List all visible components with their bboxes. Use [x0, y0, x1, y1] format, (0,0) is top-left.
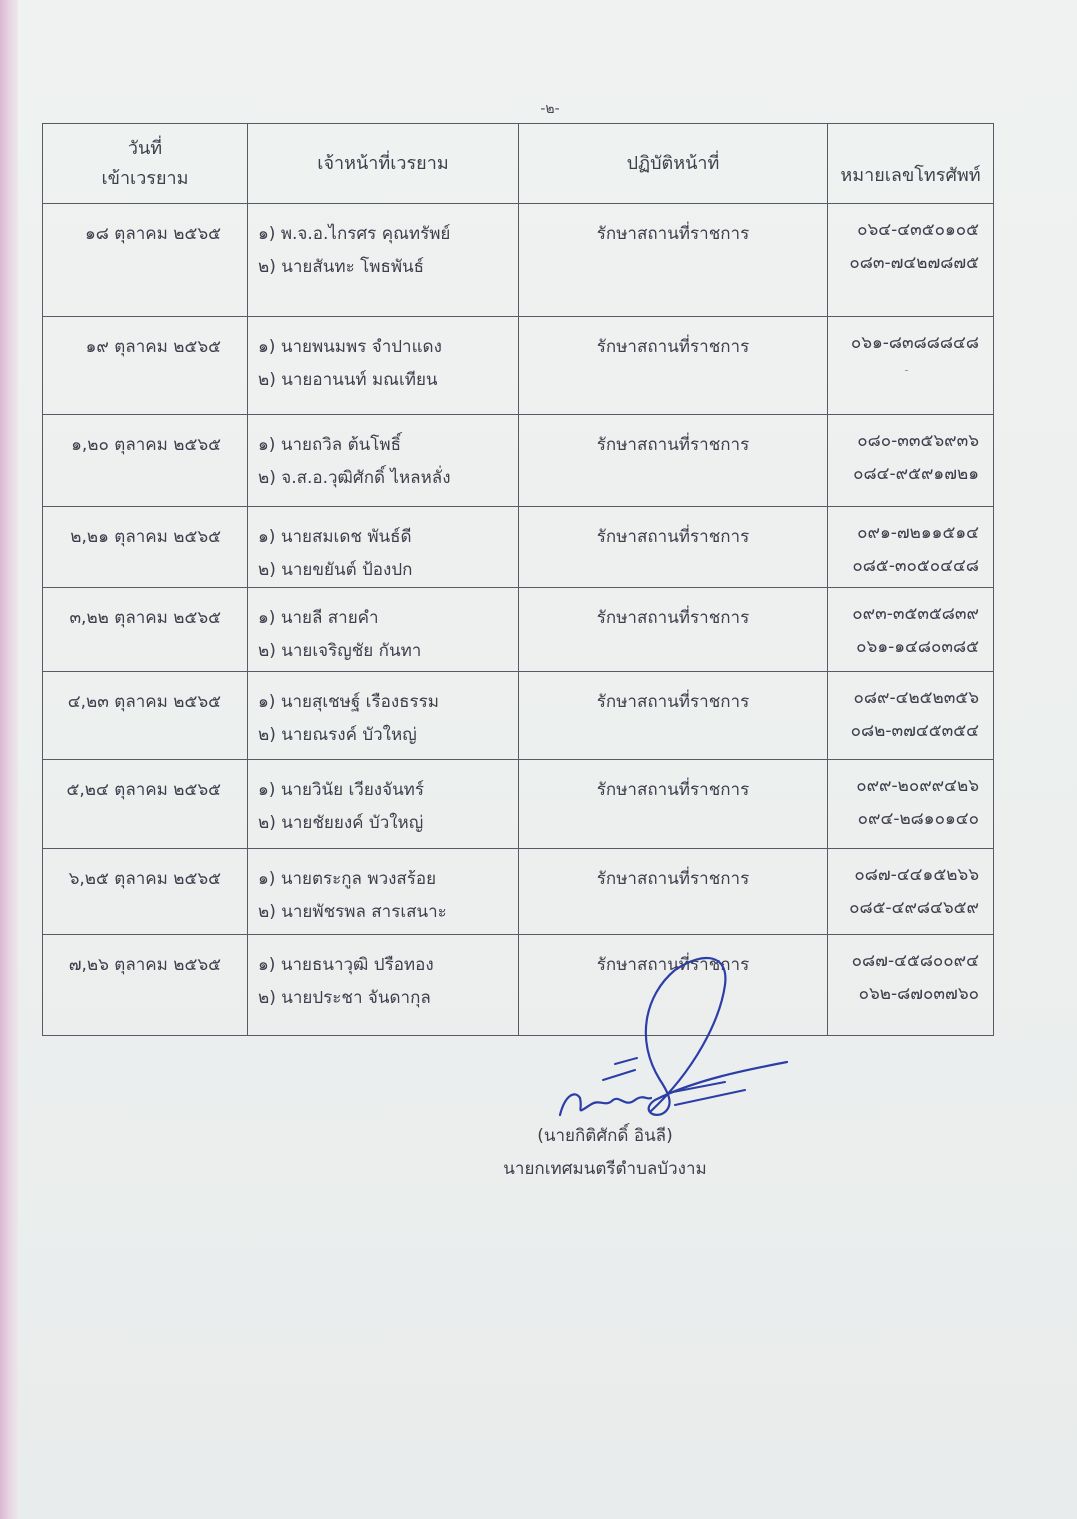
cell-phone	[828, 672, 994, 760]
cell-staff	[248, 760, 519, 849]
staff-name: ๑) นายธนาวุฒิ ปรือทอง	[258, 955, 434, 975]
phone-number: ๐๘๕-๓๐๕๐๔๔๘	[852, 556, 979, 576]
phone-number: ๐๘๗-๔๔๑๕๒๖๖	[854, 865, 979, 885]
phone-number: ๐๘๒-๓๗๔๕๓๕๔	[850, 721, 979, 741]
cell-phone	[828, 588, 994, 672]
header-phone: หมายเลขโทรศัพท์	[828, 124, 994, 204]
cell-staff	[248, 317, 519, 415]
phone-number: ๐๙๓-๓๕๓๕๘๓๙	[852, 604, 979, 624]
staff-name: ๑) นายถวิล ต้นโพธิ์	[258, 435, 401, 455]
phone-number: ๐๘๔-๙๕๙๑๗๒๑	[853, 464, 979, 484]
table-row	[43, 588, 994, 672]
phone-number: ๐๖๒-๘๗๐๓๗๖๐	[858, 984, 979, 1004]
staff-name: ๒) นายขยันต์ ป้องปก	[258, 560, 413, 580]
staff-name: ๑) นายลี สายคำ	[258, 608, 379, 628]
phone-number: ๐๘๗-๔๕๘๐๐๙๔	[851, 951, 979, 971]
cell-date: ๔,๒๓ ตุลาคม ๒๕๖๕	[43, 672, 248, 760]
cell-date: ๕,๒๔ ตุลาคม ๒๕๖๕	[43, 760, 248, 849]
cell-phone	[828, 204, 994, 317]
cell-staff	[248, 849, 519, 935]
staff-name: ๒) นายพัชรพล สารเสนาะ	[258, 902, 447, 922]
header-staff: เจ้าหน้าที่เวรยาม	[248, 124, 519, 204]
staff-name: ๒) นายสันทะ โพธพันธ์	[258, 257, 425, 277]
table-row	[43, 204, 994, 317]
cell-date: ๗,๒๖ ตุลาคม ๒๕๖๕	[43, 935, 248, 1036]
phone-number: ๐๙๔-๒๘๑๐๑๔๐	[857, 809, 979, 829]
staff-name: ๒) จ.ส.อ.วุฒิศักดิ์ ไหลหลั่ง	[258, 468, 451, 488]
phone-number: ๐๘๐-๓๓๕๖๙๓๖	[857, 431, 979, 451]
phone-number: ๐๖๑-๑๔๘๐๓๘๕	[856, 637, 979, 657]
staff-name: ๒) นายประชา จันดากุล	[258, 988, 431, 1008]
header-duty: ปฏิบัติหน้าที่	[519, 124, 828, 204]
cell-duty: รักษาสถานที่ราชการ	[519, 935, 828, 1036]
cell-duty: รักษาสถานที่ราชการ	[519, 672, 828, 760]
staff-name: ๒) นายณรงค์ บัวใหญ่	[258, 725, 417, 745]
staff-name: ๑) นายสุเชษฐ์ เรืองธรรม	[258, 692, 439, 712]
cell-staff	[248, 588, 519, 672]
table-row	[43, 317, 994, 415]
cell-date: ๓,๒๒ ตุลาคม ๒๕๖๕	[43, 588, 248, 672]
table-row	[43, 849, 994, 935]
cell-staff	[248, 415, 519, 507]
header-date: วันที่ เข้าเวรยาม	[43, 124, 248, 204]
cell-phone	[828, 415, 994, 507]
cell-staff	[248, 507, 519, 588]
cell-date: ๑๘ ตุลาคม ๒๕๖๕	[43, 204, 248, 317]
cell-duty: รักษาสถานที่ราชการ	[519, 588, 828, 672]
phone-note: -	[904, 363, 909, 377]
phone-number: ๐๖๔-๔๓๕๐๑๐๕	[857, 220, 979, 240]
table-row	[43, 672, 994, 760]
staff-name: ๑) นายตระกูล พวงสร้อย	[258, 869, 437, 889]
cell-phone	[828, 317, 994, 415]
cell-staff	[248, 672, 519, 760]
staff-name: ๒) นายอานนท์ มณเทียน	[258, 370, 438, 390]
table-row	[43, 935, 994, 1036]
staff-name: ๒) นายเจริญชัย กันทา	[258, 641, 422, 661]
cell-duty: รักษาสถานที่ราชการ	[519, 204, 828, 317]
phone-number: ๐๖๑-๘๓๘๘๘๔๘	[850, 333, 979, 353]
duty-roster-table	[42, 123, 994, 1036]
cell-duty: รักษาสถานที่ราชการ	[519, 317, 828, 415]
cell-phone	[828, 935, 994, 1036]
staff-name: ๑) นายวินัย เวียงจันทร์	[258, 780, 425, 800]
cell-staff	[248, 935, 519, 1036]
phone-number: ๐๙๙-๒๐๙๙๔๒๖	[856, 776, 979, 796]
staff-name: ๑) พ.จ.อ.ไกรศร คุณทรัพย์	[258, 224, 451, 244]
cell-date: ๒,๒๑ ตุลาคม ๒๕๖๕	[43, 507, 248, 588]
signatory-name: (นายกิติศักดิ์ อินลี)	[537, 1126, 673, 1146]
table-row	[43, 415, 994, 507]
cell-duty: รักษาสถานที่ราชการ	[519, 415, 828, 507]
table-row	[43, 507, 994, 588]
cell-phone	[828, 507, 994, 588]
cell-date: ๑๙ ตุลาคม ๒๕๖๕	[43, 317, 248, 415]
cell-phone	[828, 849, 994, 935]
cell-duty: รักษาสถานที่ราชการ	[519, 849, 828, 935]
phone-number: ๐๘๕-๔๙๘๔๖๕๙	[849, 898, 979, 918]
phone-number: ๐๘๓-๗๔๒๗๘๗๕	[849, 253, 979, 273]
phone-number: ๐๙๑-๗๒๑๑๕๑๔	[857, 523, 979, 543]
cell-date: ๑,๒๐ ตุลาคม ๒๕๖๕	[43, 415, 248, 507]
cell-duty: รักษาสถานที่ราชการ	[519, 507, 828, 588]
table-row	[43, 760, 994, 849]
staff-name: ๑) นายพนมพร จำปาแดง	[258, 337, 442, 357]
phone-number: ๐๘๙-๔๒๕๒๓๕๖	[853, 688, 979, 708]
cell-staff	[248, 204, 519, 317]
page-number: -๒-	[540, 101, 560, 117]
cell-date: ๖,๒๕ ตุลาคม ๒๕๖๕	[43, 849, 248, 935]
signatory-title: นายกเทศมนตรีตำบลบัวงาม	[503, 1159, 707, 1179]
cell-duty: รักษาสถานที่ราชการ	[519, 760, 828, 849]
table-header-row	[43, 124, 994, 204]
staff-name: ๒) นายชัยยงค์ บัวใหญ่	[258, 813, 424, 833]
staff-name: ๑) นายสมเดช พันธ์ดี	[258, 527, 412, 547]
cell-phone	[828, 760, 994, 849]
signature-mark	[555, 940, 805, 1125]
